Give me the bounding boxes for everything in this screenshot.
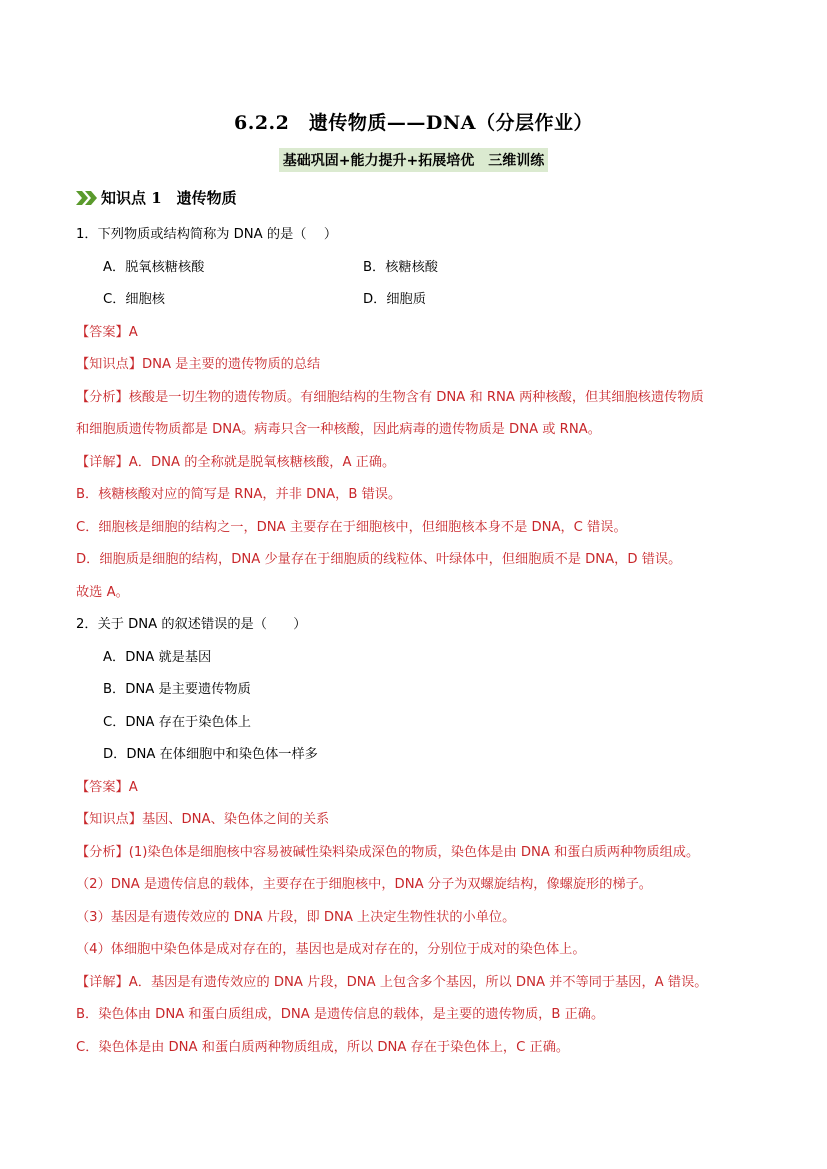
q2-analysis-line-4: （4）体细胞中染色体是成对存在的，基因也是成对存在的，分别位于成对的染色体上。 xyxy=(76,942,586,957)
q2-stem: 2．关于 DNA 的叙述错误的是（ ） xyxy=(76,617,307,632)
q2-analysis xyxy=(76,844,699,862)
subtitle-wrap xyxy=(0,148,827,172)
q2-detail-line-3: C．染色体是由 DNA 和蛋白质两种物质组成，所以 DNA 存在于染色体上，C 正确。 xyxy=(76,1040,570,1055)
q1-analysis xyxy=(76,389,704,407)
q2-answer-value: A xyxy=(128,780,138,795)
q1-kp-tag: 【知识点】 xyxy=(76,357,142,372)
q1-kp-text: DNA 是主要的遗传物质的总结 xyxy=(141,357,321,372)
section-label: 知识点 1 遗传物质 xyxy=(101,189,237,207)
section-heading xyxy=(76,187,237,208)
q1-knowledge-point xyxy=(76,356,320,374)
q1-answer-value: A xyxy=(128,325,138,340)
q1-detail-line-4: D．细胞质是细胞的结构，DNA 少量存在于细胞质的线粒体、叶绿体中，但细胞质不是 DNA，D 错误。 xyxy=(76,552,682,567)
q1-option-a: A．脱氧核糖核酸 xyxy=(103,260,205,275)
q1-detail-line-2: B．核糖核酸对应的简写是 RNA，并非 DNA，B 错误。 xyxy=(76,487,402,502)
double-chevron-icon xyxy=(76,191,98,205)
q2-detail xyxy=(76,974,707,992)
q1-analysis-line-2: 和细胞质遗传物质都是 DNA。病毒只含一种核酸，因此病毒的遗传物质是 DNA 或 RNA。 xyxy=(76,422,601,437)
q2-analysis-line-2: （2）DNA 是遗传信息的载体，主要存在于细胞核中，DNA 分子为双螺旋结构，像螺旋形的梯子。 xyxy=(76,877,652,892)
q1-option-c: C．细胞核 xyxy=(103,292,165,307)
q1-detail xyxy=(76,454,395,472)
q2-option-b: B．DNA 是主要遗传物质 xyxy=(103,682,251,697)
q1-answer-tag: 【答案】 xyxy=(76,325,129,340)
q2-answer-tag: 【答案】 xyxy=(76,780,129,795)
q1-detail-line-1: A．DNA 的全称就是脱氧核糖核酸，A 正确。 xyxy=(128,455,396,470)
q2-kp-text: 基因、DNA、染色体之间的关系 xyxy=(141,812,330,827)
q2-analysis-line-3: （3）基因是有遗传效应的 DNA 片段，即 DNA 上决定生物性状的小单位。 xyxy=(76,910,516,925)
q2-analysis-line-1: (1)染色体是细胞核中容易被碱性染料染成深色的物质，染色体是由 DNA 和蛋白质两种物质组成。 xyxy=(128,845,700,860)
q1-option-d: D．细胞质 xyxy=(363,292,426,307)
q2-kp-tag: 【知识点】 xyxy=(76,812,142,827)
q2-option-c: C．DNA 存在于染色体上 xyxy=(103,715,251,730)
q1-stem: 1．下列物质或结构简称为 DNA 的是（ ） xyxy=(76,227,338,242)
q2-knowledge-point xyxy=(76,811,329,829)
q2-detail-tag: 【详解】 xyxy=(76,975,129,990)
q1-analysis-tag: 【分析】 xyxy=(76,390,129,405)
q1-answer xyxy=(76,324,138,342)
q2-option-d: D．DNA 在体细胞中和染色体一样多 xyxy=(103,747,318,762)
q2-detail-line-2: B．染色体由 DNA 和蛋白质组成，DNA 是遗传信息的载体，是主要的遗传物质，B 正确。 xyxy=(76,1007,605,1022)
q1-detail-line-3: C．细胞核是细胞的结构之一，DNA 主要存在于细胞核中，但细胞核本身不是 DNA，C 错误。 xyxy=(76,520,627,535)
page-subtitle: 基础巩固+能力提升+拓展培优 三维训练 xyxy=(279,148,548,172)
q1-option-b: B．核糖核酸 xyxy=(363,260,438,275)
q2-answer xyxy=(76,779,138,797)
q1-conclusion: 故选 A。 xyxy=(76,585,129,600)
page-title: 6.2.2 遗传物质——DNA（分层作业） xyxy=(234,112,593,134)
q2-option-a: A．DNA 就是基因 xyxy=(103,650,212,665)
q2-analysis-tag: 【分析】 xyxy=(76,845,129,860)
q1-analysis-line-1: 核酸是一切生物的遗传物质。有细胞结构的生物含有 DNA 和 RNA 两种核酸，但其细胞核遗传物质 xyxy=(128,390,704,405)
q2-detail-line-1: A．基因是有遗传效应的 DNA 片段，DNA 上包含多个基因，所以 DNA 并不等同于基因，A 错误。 xyxy=(128,975,708,990)
q1-detail-tag: 【详解】 xyxy=(76,455,129,470)
